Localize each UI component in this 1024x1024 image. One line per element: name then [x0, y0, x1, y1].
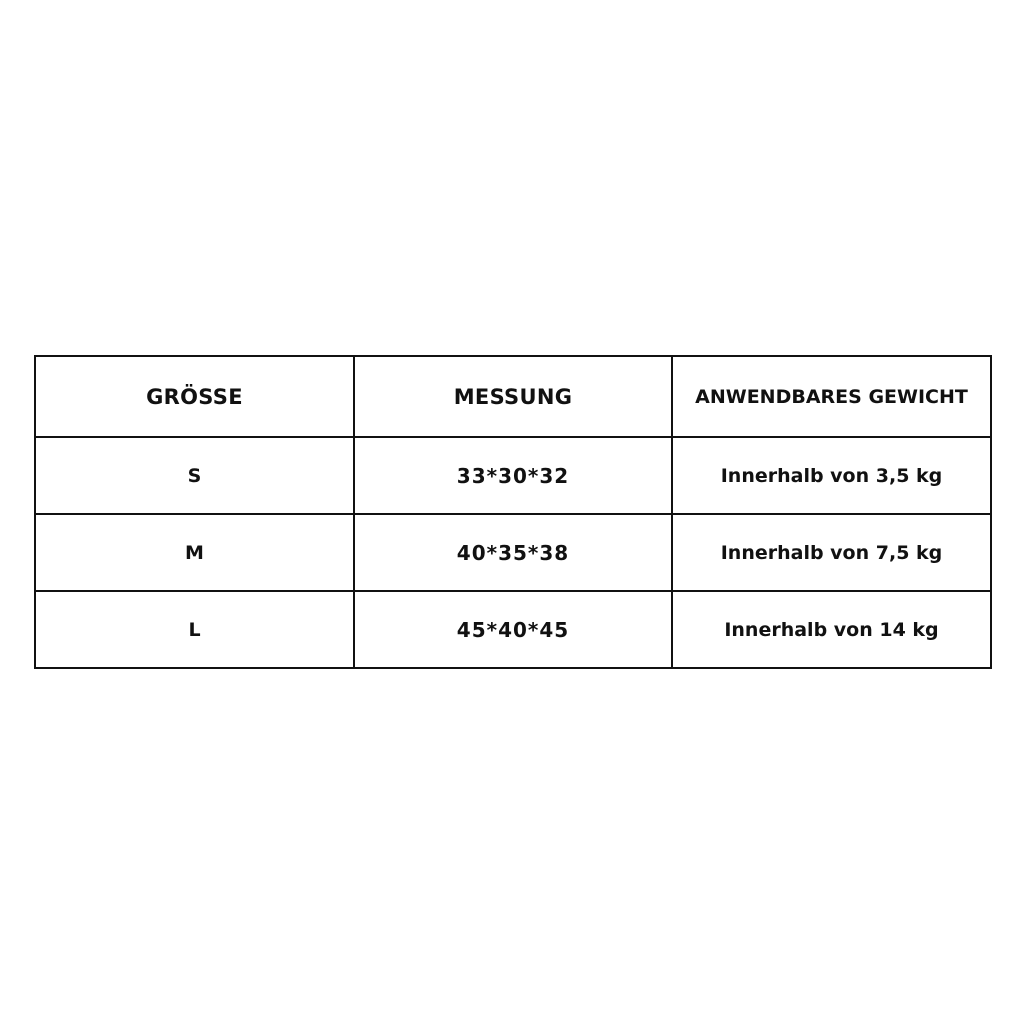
- measurement-cell: 33*30*32: [354, 437, 672, 514]
- table-row: [35, 514, 991, 591]
- measurement-cell: 40*35*38: [354, 514, 672, 591]
- header-applicable-weight: ANWENDBARES GEWICHT: [672, 356, 991, 437]
- header-row: [35, 356, 991, 437]
- header-size: GRÖSSE: [35, 356, 354, 437]
- size-cell: L: [35, 591, 354, 668]
- table-row: [35, 591, 991, 668]
- size-cell: M: [35, 514, 354, 591]
- size-cell: S: [35, 437, 354, 514]
- weight-cell: Innerhalb von 3,5 kg: [672, 437, 991, 514]
- measurement-cell: 45*40*45: [354, 591, 672, 668]
- weight-cell: Innerhalb von 7,5 kg: [672, 514, 991, 591]
- size-chart-table: [34, 355, 992, 669]
- header-measurement: MESSUNG: [354, 356, 672, 437]
- weight-cell: Innerhalb von 14 kg: [672, 591, 991, 668]
- table-row: [35, 437, 991, 514]
